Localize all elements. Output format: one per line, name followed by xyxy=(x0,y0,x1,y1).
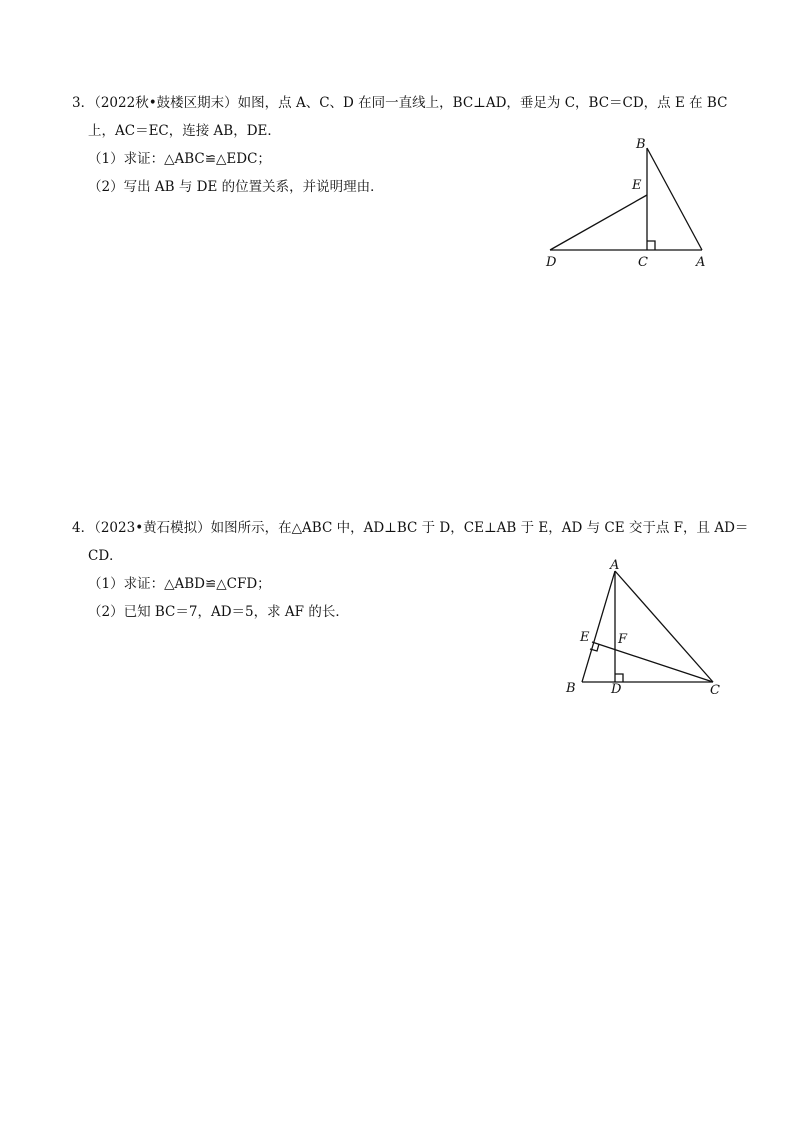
label-D: D xyxy=(546,255,557,270)
segment-DE xyxy=(550,195,647,250)
problem-4-question-2: （2）已知 BC＝7，AD＝5，求 AF 的长． xyxy=(88,604,349,620)
label-B: B xyxy=(636,137,646,152)
problem-4-line-1: 4．（2023•黄石模拟）如图所示，在△ABC 中，AD⊥BC 于 D，CE⊥AB 于 E，AD 与 CE 交于点 F，且 AD＝ xyxy=(72,520,749,536)
right-angle-mark-C xyxy=(647,241,655,250)
problem-4-question-1: （1）求证：△ABD≌△CFD； xyxy=(88,576,271,592)
problem-3-line-2: 上，AC＝EC，连接 AB，DE． xyxy=(88,123,281,139)
label-C: C xyxy=(638,255,648,270)
problem-4-line-2: CD． xyxy=(88,548,123,564)
segment-AB xyxy=(647,148,702,250)
label-E: E xyxy=(632,178,642,193)
problem-3-line-1: 3．（2022秋•鼓楼区期末）如图，点 A、C、D 在同一直线上，BC⊥AD，垂足为 C，BC＝CD，点 E 在 BC xyxy=(72,95,728,111)
problem-3-question-1: （1）求证：△ABC≌△EDC； xyxy=(88,151,271,167)
right-angle-mark-E xyxy=(590,644,599,651)
problem-3-figure xyxy=(530,128,730,278)
problem-3-question-2: （2）写出 AB 与 DE 的位置关系，并说明理由． xyxy=(88,179,384,195)
label-D: D xyxy=(611,682,622,697)
label-F: F xyxy=(618,632,628,647)
segment-AB xyxy=(582,571,615,682)
label-B: B xyxy=(566,681,576,696)
label-C: C xyxy=(710,683,720,698)
problem-4-figure xyxy=(555,555,735,705)
right-angle-mark-D xyxy=(615,674,623,682)
label-A: A xyxy=(610,558,620,573)
label-E: E xyxy=(580,630,590,645)
label-A: A xyxy=(696,255,706,270)
